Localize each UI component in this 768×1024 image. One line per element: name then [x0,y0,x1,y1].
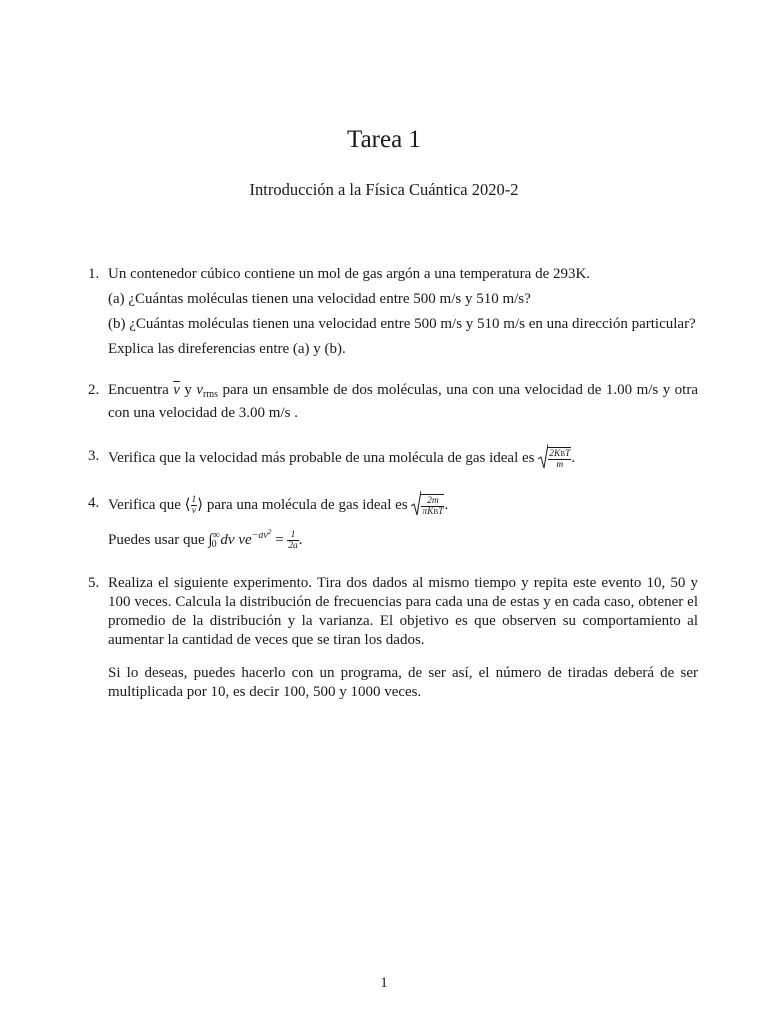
problem-1 [88,265,698,359]
sqrt-expression [411,494,444,517]
result-fraction: $\frac{1}{2a}$ [288,530,298,552]
page-number: 1 [380,975,388,991]
integral-sign: ∫ [208,532,213,548]
document-subtitle: Introducción a la Física Cuántica 2020-2 [249,180,519,199]
fraction: $\frac{\text{2KBT}}{m}$ [549,449,571,470]
problem-number: 4. [88,495,100,511]
problem-number: 5. [88,575,100,591]
problem-5-paragraph-1: Realiza el siguiente experimento. Tira dos dados al mismo tiempo y repita este evento 10, 50 y 100 veces. Calcula la distribución de frecuencias para cada una de estas y en cada caso, obtener el promedio de la distribución y la varianza. El objetivo es que observen su comportamiento al aumentar la cantidad de veces que se tiran los dados. [108,575,698,648]
radical-sign-icon [538,443,548,469]
problem-number: 2. [88,382,100,398]
problem-number: 3. [88,448,100,464]
fraction: $\frac{2m}{\text{πKBT}}$ [422,496,444,517]
problem-2-pre: Encuentra [108,382,169,398]
radical-sign-icon [411,490,421,516]
problem-1-part-b: (b) ¿Cuántas moléculas tienen una velocidad entre 500 m/s y 510 m/s en una dirección particular? [108,316,696,332]
problem-2 [88,381,698,423]
problem-2-text [108,381,698,423]
problem-1-part-a: (a) ¿Cuántas moléculas tienen una velocidad entre 500 m/s y 510 m/s? [108,291,531,307]
reciprocal-v-fraction: $\frac{1}{v}$ [191,495,197,516]
v-symbol: v [196,382,204,398]
document-title: Tarea 1 [347,126,421,153]
problem-2-post: para un ensamble de dos moléculas, una con una velocidad de 1.00 m/s y otra con una velocidad de 3.00 m/s . [108,382,698,421]
problem-5-paragraph-2: Si lo deseas, puedes hacerlo con un programa, de ser así, el número de tiradas deberá de ser multiplicada por 10, es decir 100, 500 y 1000 veces. [108,665,698,700]
problem-4 [88,494,698,554]
problem-list [88,265,698,708]
sqrt-expression [538,447,571,470]
problem-2-and: y [179,382,197,398]
problem-3-text: Verifica que la velocidad más probable de una molécula de gas ideal es $\frac{\text{2KBT}}{m}$ . [108,447,698,470]
v-bar-symbol: $\overline{v}$ [173,382,180,398]
problem-3-statement: Verifica que la velocidad más probable de una molécula de gas ideal es [108,449,535,466]
problem-1-note: Explica las direferencias entre (a) y (b). [108,341,346,357]
problem-3 [88,447,698,470]
problem-4-hint: Puedes usar que $\int^\infty_0$ dv $ve^{-av^2}$ = $\frac{1}{2a}$ . [108,528,303,552]
rms-subscript: rms [203,389,219,400]
problem-number: 1. [88,266,100,282]
problem-1-intro: Un contenedor cúbico contiene un mol de gas argón a una temperatura de 293K. [108,266,591,282]
problem-5 [88,574,698,702]
problem-4-text: Verifica que ⟨ $\frac{1}{v}$ ⟩ para una molécula de gas ideal es $\frac{2m}{\text{πKBT}}$ . [108,494,698,517]
